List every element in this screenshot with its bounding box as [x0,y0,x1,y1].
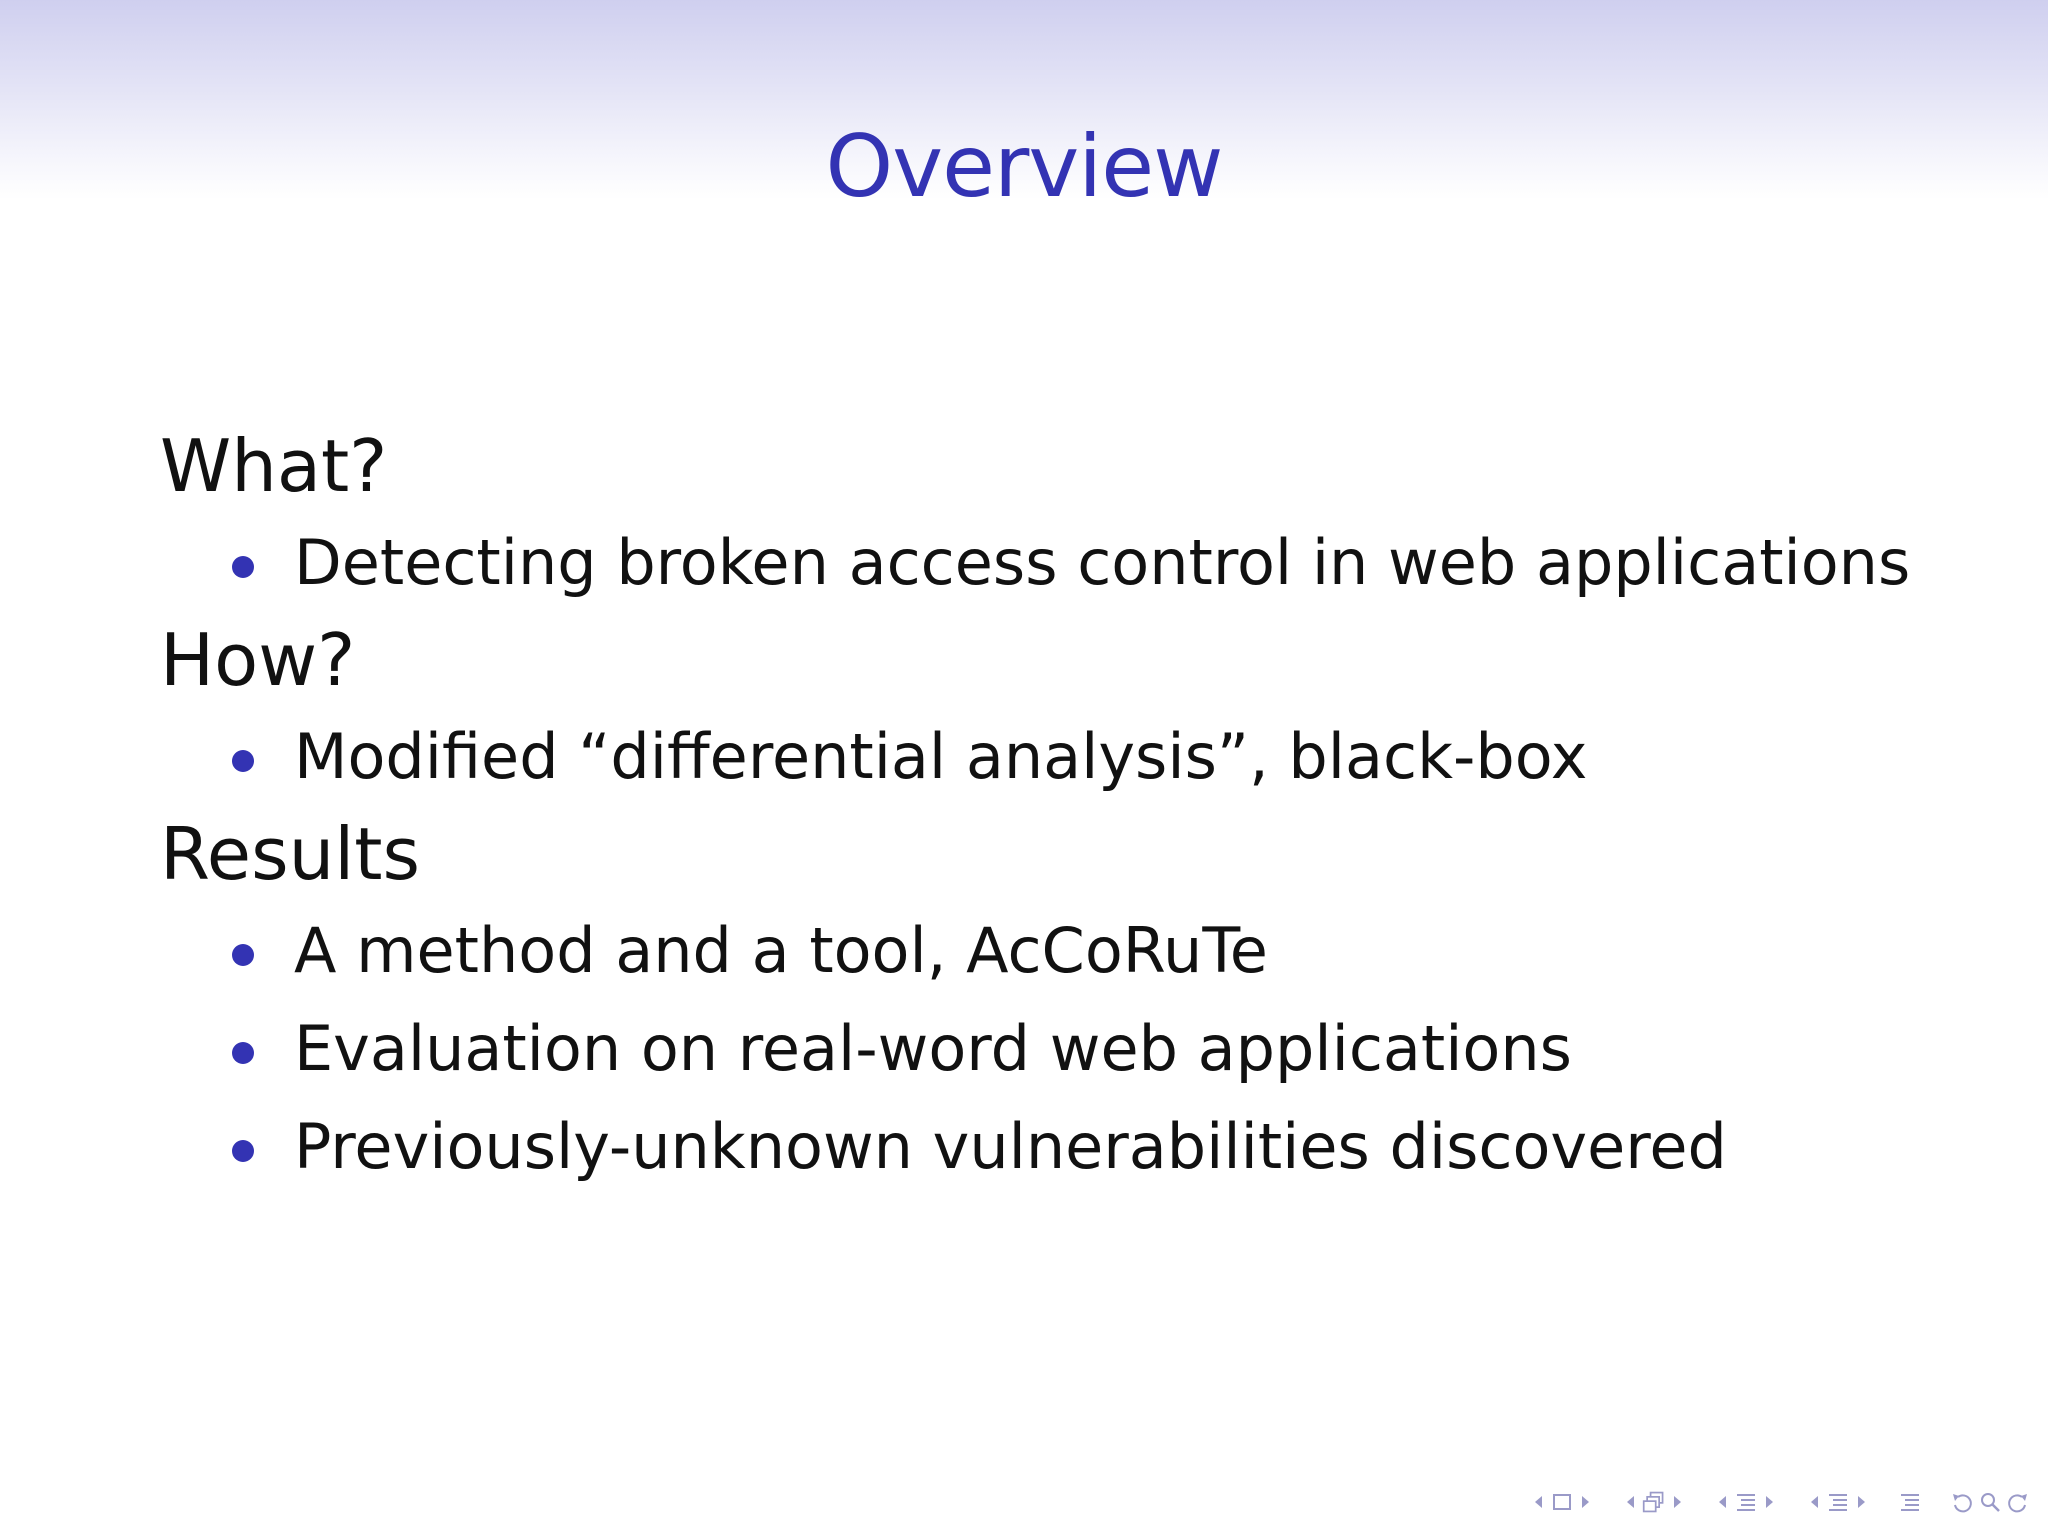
bullet-text: A method and a tool, AcCoRuTe [294,914,1268,987]
nav-group-toc [1898,1487,1922,1517]
arrow-left-icon[interactable] [1714,1487,1730,1517]
bullet-text: Previously-unknown vulnerabilities discovered [294,1110,1727,1183]
slide-title: Overview [825,117,1223,217]
subsection-icon[interactable] [1642,1487,1666,1517]
slide-content [160,418,1960,1196]
bullet-item [160,708,1960,806]
bullet-dot-icon [232,750,254,772]
search-icon[interactable] [1978,1487,2002,1517]
arrow-left-icon[interactable] [1622,1487,1638,1517]
section-heading-how: How? [160,618,356,702]
section-list-icon[interactable] [1734,1487,1758,1517]
section-heading-what: What? [160,424,388,508]
beamer-navigation-bar [1530,1484,2030,1520]
bullet-list-results [160,902,1960,1196]
bullet-dot-icon [232,944,254,966]
bullet-dot-icon [232,1140,254,1162]
arrow-left-icon[interactable] [1806,1487,1822,1517]
nav-group-presentation [1806,1487,1870,1517]
bullet-dot-icon [232,556,254,578]
arrow-right-icon[interactable] [1578,1487,1594,1517]
bullet-list-how [160,708,1960,806]
arrow-right-icon[interactable] [1762,1487,1778,1517]
toc-icon[interactable] [1898,1487,1922,1517]
bullet-text: Detecting broken access control in web applications [294,526,1911,599]
bullet-item [160,1000,1960,1098]
frame-icon[interactable] [1550,1487,1574,1517]
bullet-text: Modified “differential analysis”, black-box [294,720,1588,793]
nav-group-section [1714,1487,1778,1517]
nav-group-subsection [1622,1487,1686,1517]
bullet-item [160,1098,1960,1196]
bullet-dot-icon [232,1042,254,1064]
redo-icon[interactable] [2006,1487,2030,1517]
nav-group-search [1950,1487,2030,1517]
arrow-right-icon[interactable] [1854,1487,1870,1517]
bullet-item [160,902,1960,1000]
bullet-item [160,514,1960,612]
bullet-text: Evaluation on real-word web applications [294,1012,1572,1085]
bullet-list-what [160,514,1960,612]
section-list-icon[interactable] [1826,1487,1850,1517]
arrow-right-icon[interactable] [1670,1487,1686,1517]
undo-icon[interactable] [1950,1487,1974,1517]
section-heading-results: Results [160,812,420,896]
arrow-left-icon[interactable] [1530,1487,1546,1517]
nav-group-frame [1530,1487,1594,1517]
